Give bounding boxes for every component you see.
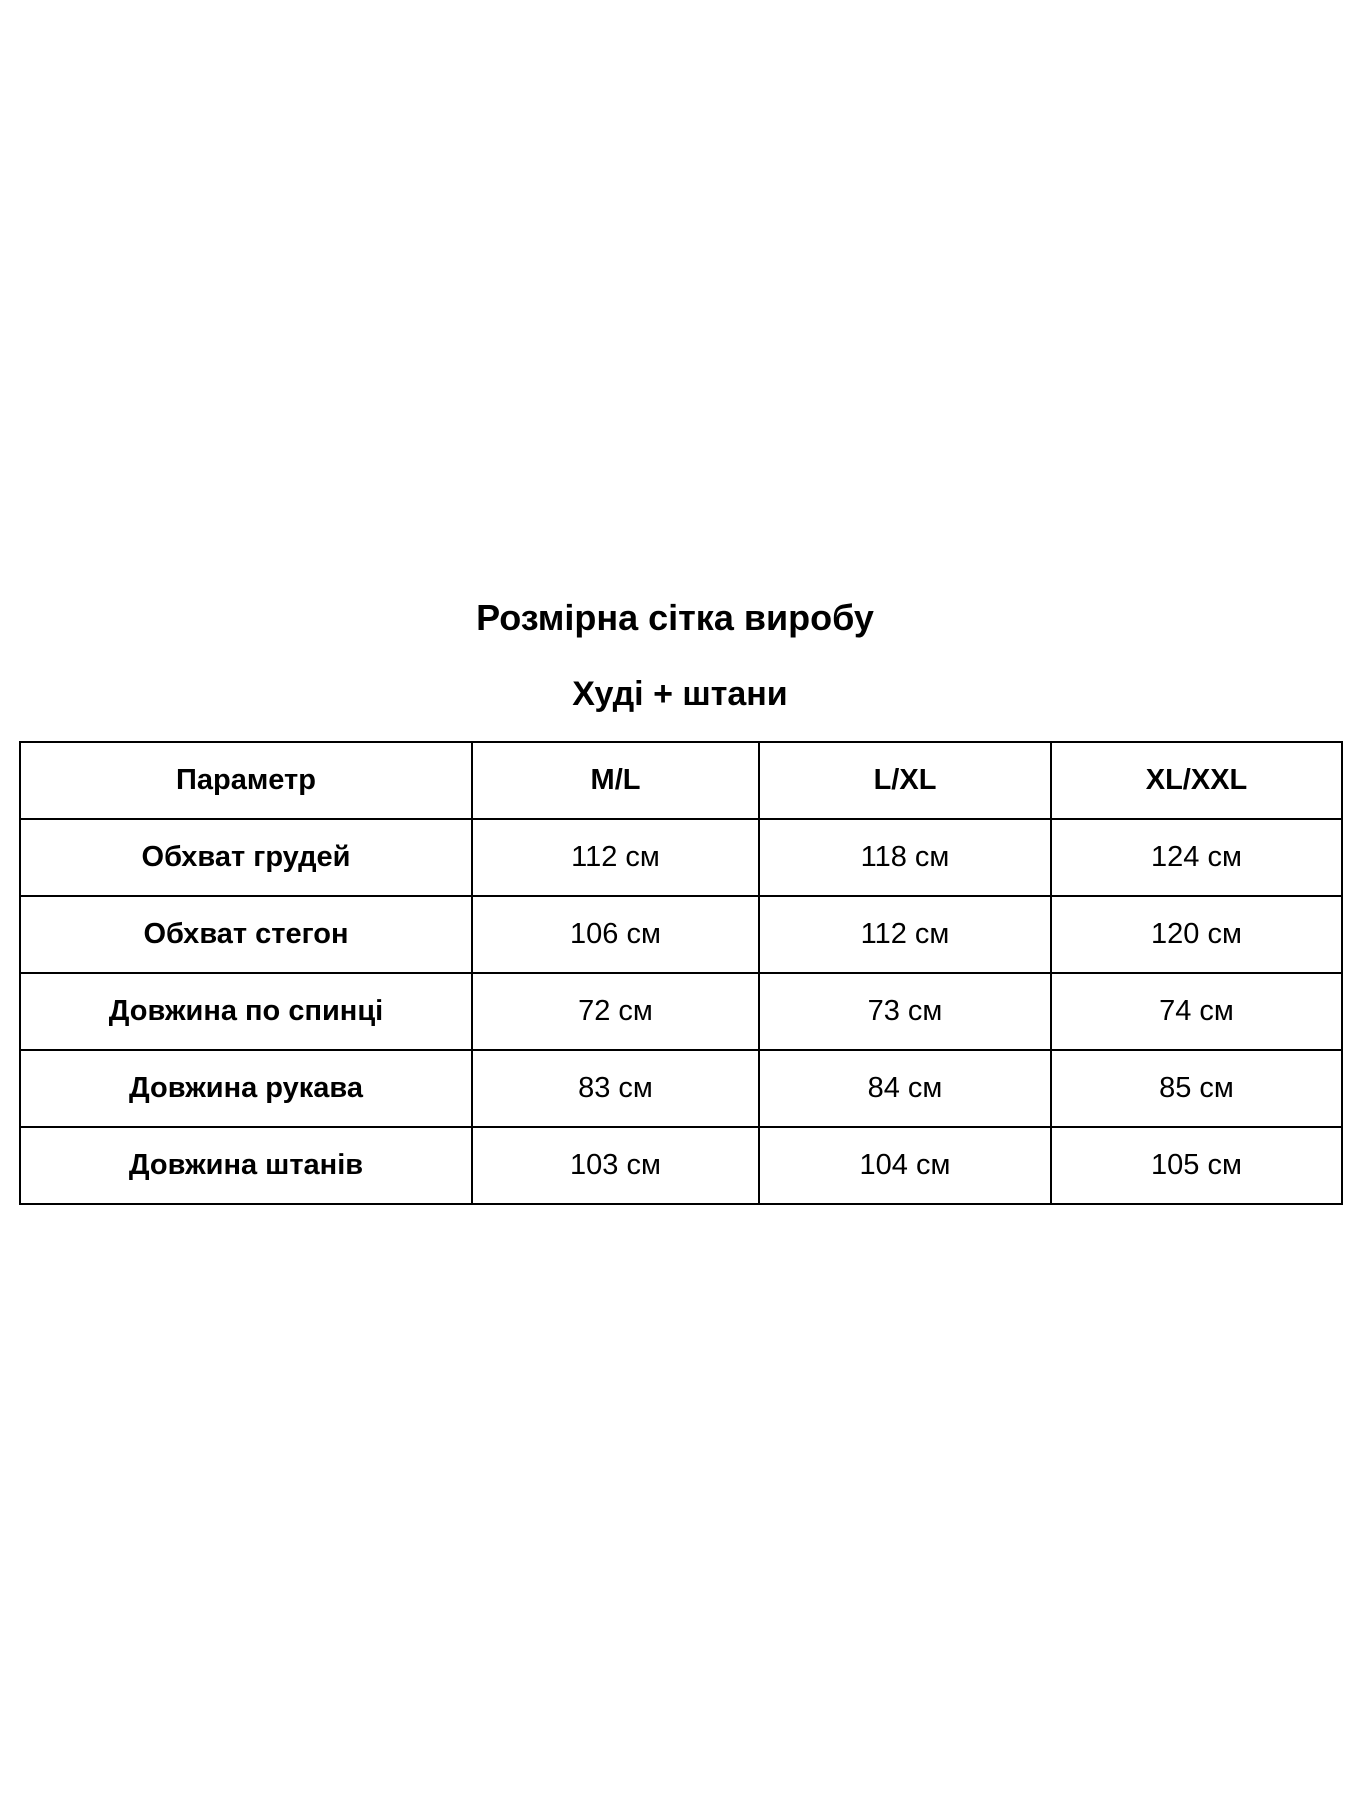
page-subtitle: Худі + штани — [572, 675, 788, 713]
table-cell: 103 см — [472, 1127, 759, 1204]
page-title: Розмірна сітка виробу — [476, 597, 874, 638]
row-param-label: Довжина по спинці — [20, 973, 472, 1050]
table-row — [20, 1050, 1342, 1127]
table-cell: 74 см — [1051, 973, 1342, 1050]
table-cell: 104 см — [759, 1127, 1051, 1204]
table-cell: 73 см — [759, 973, 1051, 1050]
row-param-label: Обхват грудей — [20, 819, 472, 896]
table-cell: 118 см — [759, 819, 1051, 896]
table-cell: 85 см — [1051, 1050, 1342, 1127]
header-size-xlxxl: XL/XXL — [1051, 742, 1342, 819]
table-cell: 112 см — [472, 819, 759, 896]
table-cell: 83 см — [472, 1050, 759, 1127]
row-param-label: Довжина рукава — [20, 1050, 472, 1127]
header-size-lxl: L/XL — [759, 742, 1051, 819]
row-param-label: Довжина штанів — [20, 1127, 472, 1204]
table-cell: 84 см — [759, 1050, 1051, 1127]
header-size-ml: M/L — [472, 742, 759, 819]
table-cell: 112 см — [759, 896, 1051, 973]
table-cell: 106 см — [472, 896, 759, 973]
table-row — [20, 973, 1342, 1050]
table-row — [20, 819, 1342, 896]
header-parameter: Параметр — [20, 742, 472, 819]
table-cell: 72 см — [472, 973, 759, 1050]
table-cell: 124 см — [1051, 819, 1342, 896]
row-param-label: Обхват стегон — [20, 896, 472, 973]
table-cell: 120 см — [1051, 896, 1342, 973]
table-header-row — [20, 742, 1342, 819]
table-row — [20, 1127, 1342, 1204]
table-cell: 105 см — [1051, 1127, 1342, 1204]
table-row — [20, 896, 1342, 973]
size-table — [19, 741, 1343, 1205]
